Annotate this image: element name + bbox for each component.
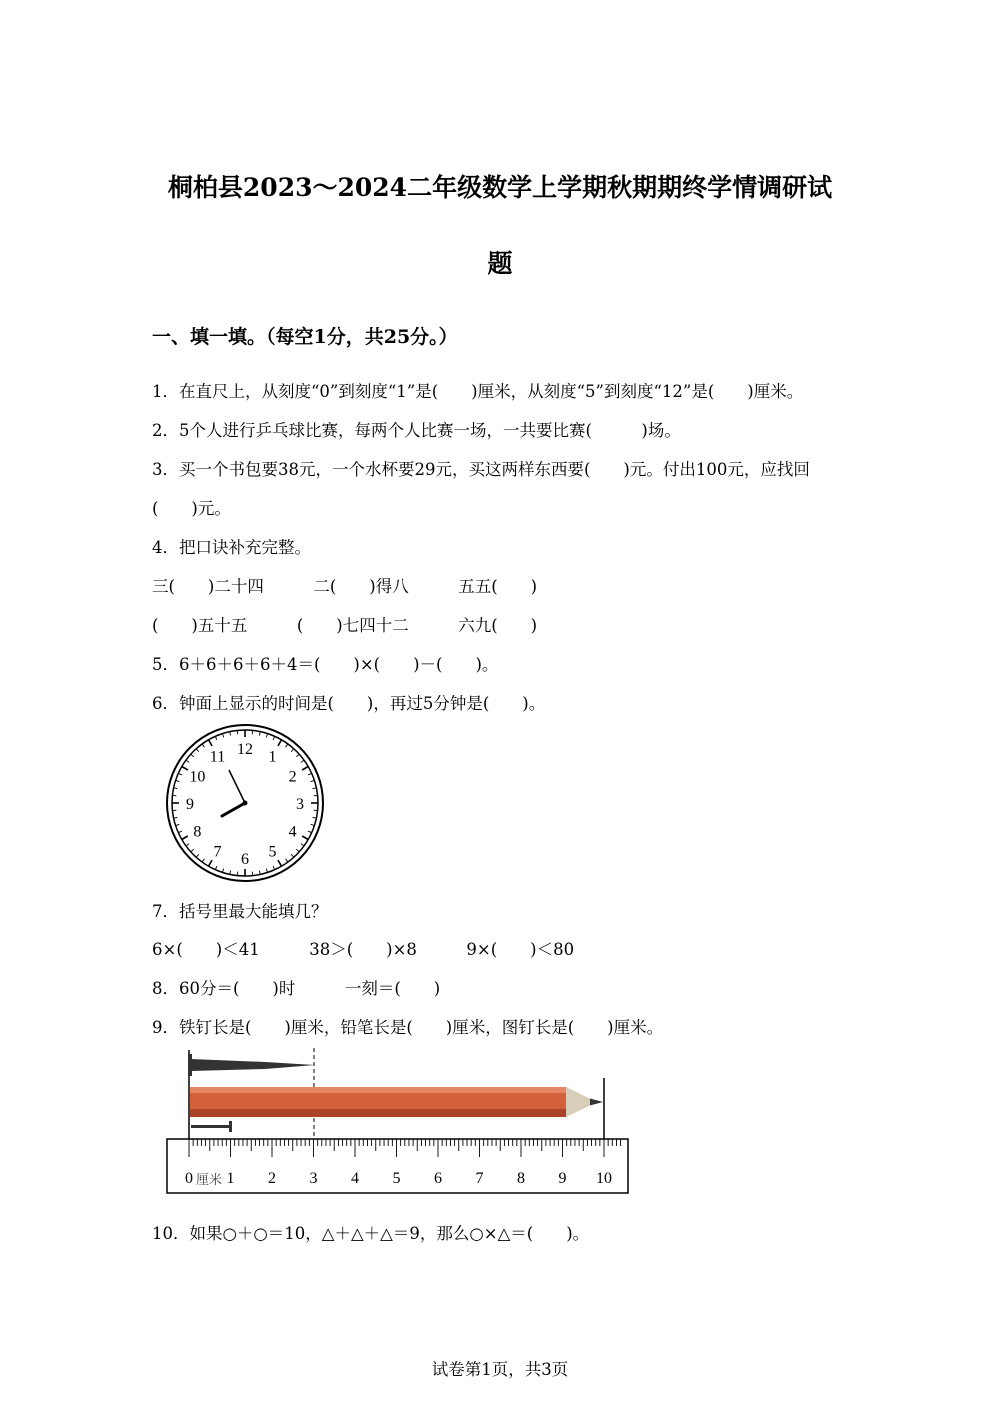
question-7: 7．括号里最大能填几？ (152, 902, 328, 921)
ruler-number: 1 (226, 1170, 235, 1187)
question-5: 5．6＋6＋6＋6＋4＝( )×( )－( )。 (152, 655, 499, 674)
ruler-unit: 厘米 (196, 1172, 223, 1187)
question-6: 6．钟面上显示的时间是( )，再过5分钟是( )。 (152, 694, 546, 713)
ruler-figure (160, 1045, 640, 1200)
question-4-row2: ( )五十五 ( )七四十二 六九( ) (152, 616, 538, 635)
clock-number: 6 (241, 851, 249, 868)
ruler-number: 2 (268, 1170, 276, 1187)
question-3: 3．买一个书包要38元，一个水杯要29元，买这两样东西要( )元。付出100元，应找回 (152, 460, 810, 479)
page-title-cont: 题 (487, 249, 513, 278)
question-9: 9．铁钉长是( )厘米，铅笔长是( )厘米，图钉长是( )厘米。 (152, 1018, 664, 1037)
page-footer: 试卷第1页，共3页 (431, 1360, 569, 1379)
question-10: 10．如果○＋○＝10，△＋△＋△＝9，那么○×△＝( )。 (152, 1224, 590, 1243)
section-heading: 一、填一填。（每空1分，共25分。） (152, 326, 458, 348)
pushpin (191, 1121, 232, 1132)
question-4: 4．把口诀补充完整。 (152, 538, 311, 557)
ruler-number: 6 (434, 1170, 442, 1187)
ruler-number: 3 (309, 1170, 318, 1187)
question-4-row1: 三( )二十四 二( )得八 五五( ) (152, 577, 538, 596)
ruler-number: 0 (185, 1170, 193, 1187)
clock-number: 8 (193, 823, 202, 841)
nail (188, 1054, 315, 1076)
clock-number: 9 (186, 796, 194, 813)
ruler-number: 5 (392, 1170, 401, 1187)
clock-number: 5 (268, 843, 277, 861)
page-title: 桐柏县2023～2024二年级数学上学期秋期期终学情调研试 (167, 173, 833, 202)
question-3-cont: ( )元。 (152, 499, 231, 518)
clock-number: 1 (268, 748, 277, 766)
clock-number: 7 (213, 843, 222, 861)
question-8: 8．60分＝( )时 一刻＝( ) (152, 979, 441, 998)
clock-figure (162, 722, 330, 886)
clock-number: 4 (288, 823, 297, 841)
question-7-items: 6×( )＜41 38＞( )×8 9×( )＜80 (152, 940, 575, 959)
ruler-number: 9 (558, 1170, 567, 1187)
ruler-number: 8 (517, 1170, 525, 1187)
pencil (190, 1087, 603, 1117)
ruler-number: 7 (475, 1170, 484, 1187)
clock-number: 10 (189, 768, 206, 786)
question-1: 1．在直尺上，从刻度“0”到刻度“1”是( )厘米，从刻度“5”到刻度“12”是( )厘米。 (152, 382, 804, 401)
ruler-number: 10 (596, 1170, 612, 1187)
clock-number: 2 (288, 768, 297, 786)
clock-number: 11 (209, 748, 226, 766)
clock-number: 3 (296, 796, 304, 813)
clock-number: 12 (237, 741, 253, 758)
question-2: 2．5个人进行乒乓球比赛，每两个人比赛一场，一共要比赛( )场。 (152, 421, 681, 440)
ruler-number: 4 (351, 1170, 359, 1187)
